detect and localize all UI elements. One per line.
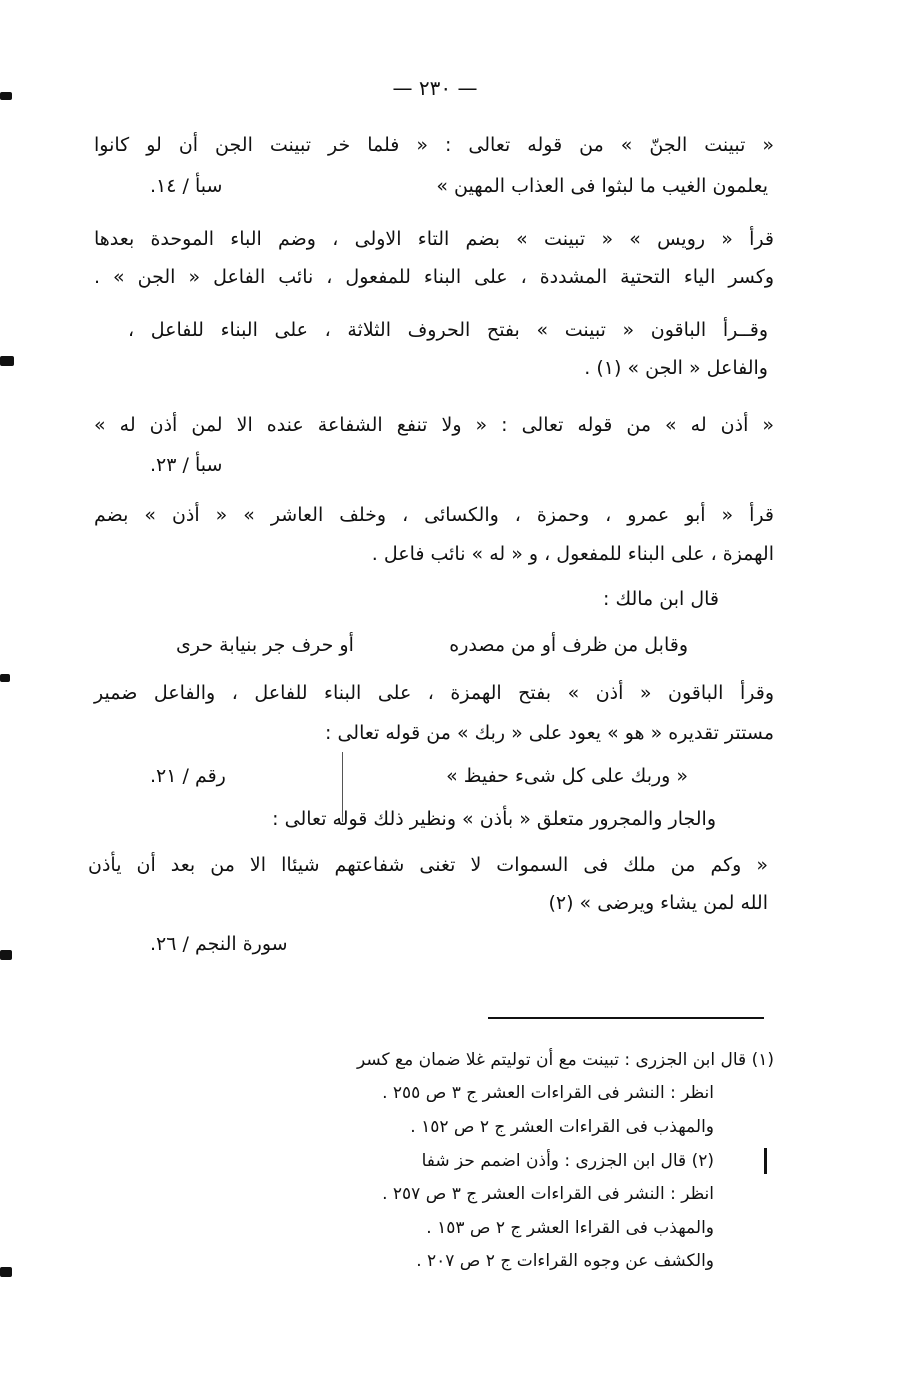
footnote-line: والكشف عن وجوه القراءات ج ٢ ص ٢٠٧ . [416,1251,714,1271]
footnote-line: والمهذب فى القراءا العشر ج ٢ ص ١٥٣ . [426,1218,714,1238]
verse-reference: سبأ / ١٤. [150,175,223,197]
body-line: قرأ « أبو عمرو ، وحمزة ، والكسائى ، وخلف العاشر » « أذن » بضم [94,504,774,526]
body-line: « وكم من ملك فى السموات لا تغنى شفاعتهم شيئاا الا من بعد أن يأذن [88,854,768,876]
footnote-line: (١) قال ابن الجزرى : تبينت مع أن توليتم غلا ضمان مع كسر [356,1050,774,1070]
body-line: قال ابن مالك : [603,588,719,610]
footnote-line: انظر : النشر فى القراءات العشر ج ٣ ص ٢٥٧ . [382,1184,714,1204]
binding-mark [0,1267,12,1277]
body-line: يعلمون الغيب ما لبثوا فى العذاب المهين » [436,175,768,197]
body-line: مستتر تقديره « هو » يعود على « ربك » من قوله تعالى : [325,722,774,744]
footnote-separator [488,1017,764,1019]
body-line: وقرأ الباقون « أذن » بفتح الهمزة ، على البناء للفاعل ، والفاعل ضمير [94,682,774,704]
footnote-line: (٢) قال ابن الجزرى : وأذن اضمم حز شفا [421,1151,714,1171]
footnote-line: انظر : النشر فى القراءات العشر ج ٣ ص ٢٥٥ . [382,1083,714,1103]
binding-mark [0,674,10,682]
body-line: الله لمن يشاء ويرضى » (٢) [548,892,768,914]
body-line: والجار والمجرور متعلق « بأذن » ونظير ذلك قوله تعالى : [272,808,716,830]
body-line: « أذن له » من قوله تعالى : « ولا تنفع الشفاعة عنده الا لمن أذن له » [94,414,774,436]
body-line: قرأ « رويس » « تبينت » بضم التاء الاولى ، وضم الباء الموحدة بعدها [94,228,774,250]
verse-reference: رقم / ٢١. [150,765,226,787]
poetry-hemistich-first: وقابل من ظرف أو من مصدره [449,634,688,656]
footnote-line: والمهذب فى القراءات العشر ج ٢ ص ١٥٢ . [410,1117,714,1137]
binding-mark [0,356,14,366]
poetry-hemistich-second: أو حرف جر بنيابة حرى [176,634,354,656]
binding-mark [0,950,12,960]
bracket-mark [764,1148,767,1174]
body-line: وقــرأ الباقون « تبينت » بفتح الحروف الثلاثة ، على البناء للفاعل ، [128,319,768,341]
binding-mark [0,92,12,100]
body-line: الهمزة ، على البناء للمفعول ، و « له » نائب فاعل . [371,543,774,565]
body-line: والفاعل « الجن » (١) . [584,357,768,379]
body-line: « تبينت الجنّ » من قوله تعالى : « فلما خر تبينت الجن أن لو كانوا [94,134,774,156]
verse-reference: سبأ / ٢٣. [150,454,223,476]
page-number: — ٢٣٠ — [392,76,478,100]
quoted-verse: « وربك على كل شىء حفيظ » [446,765,688,787]
body-line: وكسر الياء التحتية المشددة ، على البناء للمفعول ، نائب الفاعل « الجن » . [94,266,774,288]
verse-reference: سورة النجم / ٢٦. [150,933,288,955]
